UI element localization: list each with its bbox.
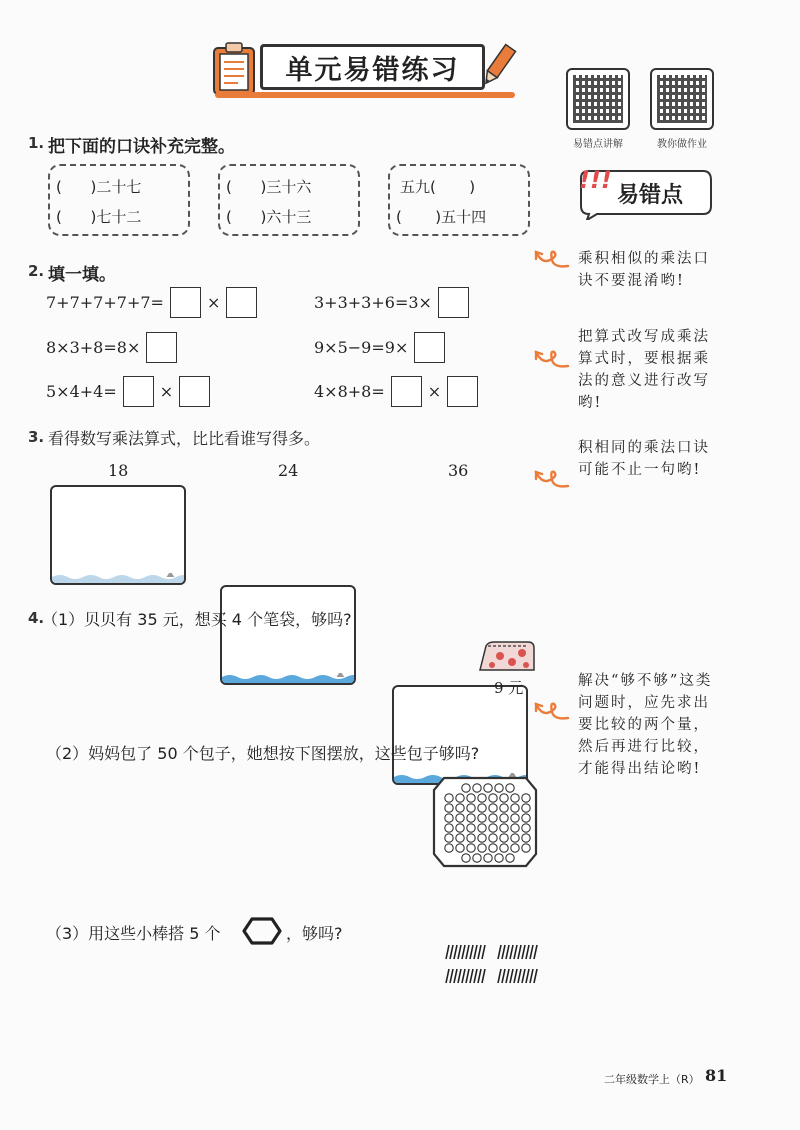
q4-part3-text-b: ，够吗? [286,924,343,943]
q3-answer-box-2[interactable] [220,585,356,685]
q1-group-1 [48,164,190,236]
title-underline [215,92,515,98]
answer-box[interactable] [179,376,210,407]
exclamation-marks: !!! [579,166,612,194]
q2-item-2 [314,287,469,318]
clipboard-icon [210,40,262,98]
steamed-bun-tray [432,776,538,868]
q3-number-18: 18 [108,461,129,480]
tip-3: 积相同的乘法口诀可能不止一句哟! [578,440,710,478]
answer-box[interactable] [391,376,422,407]
title-banner [210,36,520,106]
water-decoration [222,673,354,683]
tip-2: 把算式改写成乘法算式时，要根据乘法的意义进行改写哟! [578,329,710,411]
curl-arrow-icon [532,346,572,372]
q3-text: 看得数写乘法算式，比比看谁写得多。 [48,429,321,448]
q4-part2-text: （2）妈妈包了 50 个包子，她想按下图摆放，这些包子够吗? [46,744,480,763]
q1-number: 1. [28,134,45,152]
q2-number: 2. [28,262,45,280]
q3-answer-box-3[interactable] [392,685,528,785]
badge-label: 易错点 [617,183,684,208]
price-label: 9 元 [494,679,524,697]
pencil-icon [478,42,518,90]
qr-label-2: 教你做作业 [657,139,707,150]
times-sign: × [206,293,221,312]
answer-box[interactable] [438,287,469,318]
expression: 5×4+4= [46,382,117,401]
pencil-case-icon [476,640,538,676]
q4-part3-text-a: （3）用这些小棒搭 5 个 [46,924,221,943]
expression: 9×5−9=9× [314,338,409,357]
qr-label-1: 易错点讲解 [573,139,623,150]
footer-book: 二年级数学上（R） [604,1073,700,1086]
q1-line: ( )三十六 [226,178,312,196]
answer-box[interactable] [170,287,201,318]
q1-line: ( )六十三 [226,208,312,226]
q1-line: ( )五十四 [396,208,487,226]
q2-item-4 [314,332,445,363]
q1-group-3 [388,164,530,236]
q3-number-36: 36 [448,461,469,480]
error-badge [575,168,715,220]
q1-line: 五九( ) [400,178,476,196]
expression: 8×3+8=8× [46,338,141,357]
sticks-icon [444,943,544,989]
q2-item-5 [46,376,210,407]
answer-box[interactable] [414,332,445,363]
q1-line: ( )七十二 [56,208,142,226]
hexagon-icon [242,916,282,946]
q4-number: 4. [28,609,45,627]
q2-item-3 [46,332,177,363]
q3-number-24: 24 [278,461,299,480]
page-number: 81 [705,1066,728,1085]
answer-box[interactable] [226,287,257,318]
q1-text: 把下面的口诀补充完整。 [48,137,235,157]
expression: 4×8+8= [314,382,385,401]
answer-box[interactable] [447,376,478,407]
q1-group-2 [218,164,360,236]
qr-code-2[interactable] [650,68,714,130]
curl-arrow-icon [532,246,572,272]
tip-4: 解决“够不够”这类问题时，应先求出要比较的两个量，然后再进行比较，才能得出结论哟! [578,673,713,777]
water-decoration [52,573,184,583]
qr-code-1[interactable] [566,68,630,130]
q2-item-1 [46,287,257,318]
times-sign: × [427,382,442,401]
q3-number: 3. [28,428,45,446]
tip-1: 乘积相似的乘法口诀不要混淆哟! [578,251,710,289]
q2-text: 填一填。 [48,265,116,285]
curl-arrow-icon [532,466,572,492]
answer-box[interactable] [123,376,154,407]
q3-answer-box-1[interactable] [50,485,186,585]
q2-item-6 [314,376,478,407]
expression: 7+7+7+7+7= [46,293,164,312]
q1-line: ( )二十七 [56,178,142,196]
page-title: 单元易错练习 [260,44,485,90]
answer-box[interactable] [146,332,177,363]
curl-arrow-icon [532,698,572,724]
q4-part1-text: （1）贝贝有 35 元，想买 4 个笔袋，够吗? [42,610,352,629]
expression: 3+3+3+6=3× [314,293,432,312]
times-sign: × [159,382,174,401]
